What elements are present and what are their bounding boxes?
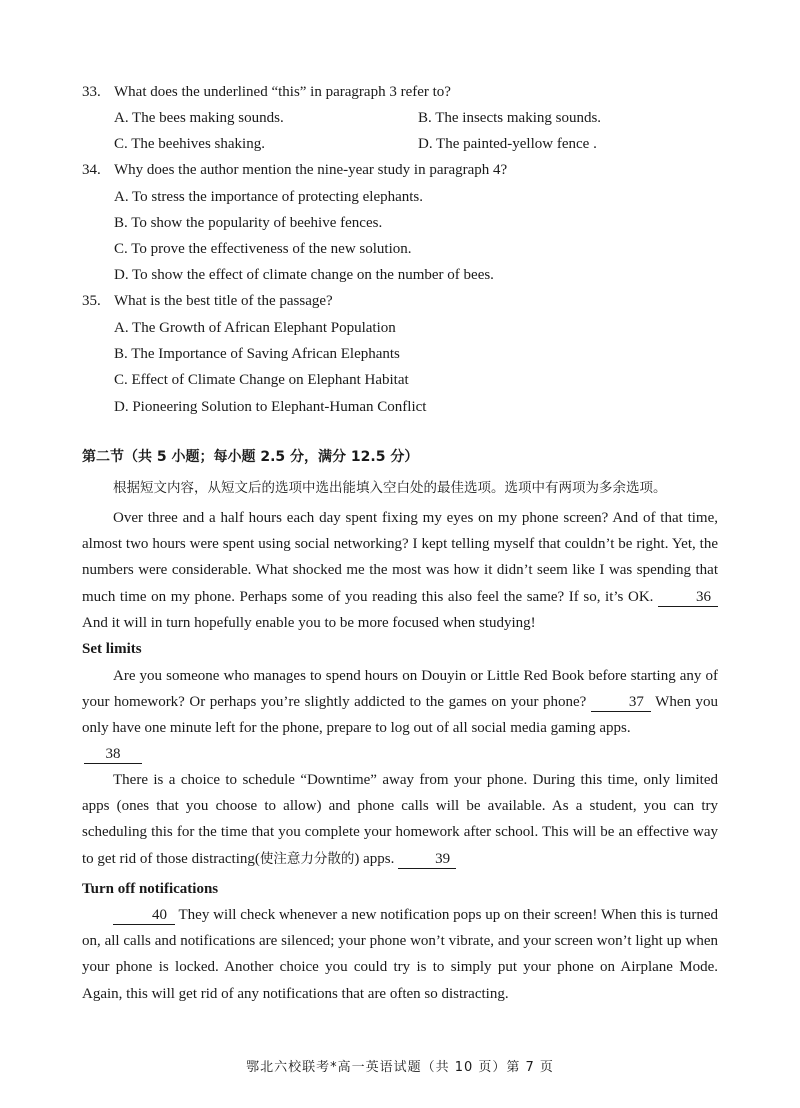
heading-set-limits: Set limits [82, 641, 142, 657]
option-34-b: B. To show the popularity of beehive fences. [114, 215, 383, 231]
question-number: 35. [82, 293, 101, 309]
blank-40: 40 [113, 906, 175, 925]
question-stem: Why does the author mention the nine-year study in paragraph 4? [114, 162, 508, 178]
option-34-d: D. To show the effect of climate change on the number of bees. [114, 267, 494, 283]
section-title: 第二节（共 5 小题；每小题 2.5 分，满分 12.5 分） [82, 449, 419, 465]
question-number: 34. [82, 162, 101, 178]
chinese-gloss: 使注意力分散的 [259, 850, 355, 867]
passage-paragraph-1 [82, 505, 718, 636]
question-stem: What is the best title of the passage? [114, 293, 333, 309]
blank-39: 39 [398, 850, 456, 869]
paragraph-text: And it will in turn hopefully enable you to be more focused when studying! [82, 614, 536, 631]
page-footer: 鄂北六校联考*高一英语试题（共 10 页）第 7 页 [246, 1060, 554, 1075]
passage-paragraph-2 [82, 663, 718, 742]
passage-paragraph-3 [82, 767, 718, 872]
question-stem: What does the underlined “this” in paragraph 3 refer to? [114, 84, 451, 100]
paragraph-text: They will check whenever a new notification pops up on their screen! When this is turned on, all calls and notifications are silenced; your phone won’t vibrate, and your screen won’t light up when your phone is locked. Another choice you could try is to simply put your phone on Airplane Mode. Again, this will get rid of any notifications that are often so distracting. [82, 907, 718, 1002]
blank-36: 36 [658, 588, 718, 607]
passage-paragraph-4 [82, 902, 718, 1007]
question-35 [82, 291, 722, 311]
option-35-a: A. The Growth of African Elephant Population [114, 320, 396, 336]
option-33-d: D. The painted-yellow fence . [418, 136, 597, 152]
paragraph-text: Over three and a half hours each day spent fixing my eyes on my phone screen? And of that time, almost two hours were spent using social networking? I kept telling myself that couldn’t be right. Yet, the numbers were considerable. What shocked me the most was how it didn’t seem like I was spending that much time on my phone. Perhaps some of you reading this also feel the same? If so, it’s OK. [82, 510, 718, 605]
option-34-a: A. To stress the importance of protecting elephants. [114, 189, 424, 205]
paragraph-text: When you only have one minute left for the phone, prepare to log out of all social media gaming apps. [82, 694, 719, 737]
option-33-b: B. The insects making sounds. [418, 110, 602, 126]
paragraph-text: There is a choice to schedule “Downtime” away from your phone. During this time, only limited apps (ones that you choose to allow) and phone calls will be available. As a student, you can try scheduling this for the time that you complete your homework after school. This will be an effective way to get rid of those distracting( [82, 772, 718, 867]
heading-turn-off-notifications: Turn off notifications [82, 881, 219, 897]
paragraph-text: Are you someone who manages to spend hours on Douyin or Little Red Book before starting any of your homework? Or perhaps you’re slightly addicted to the games on your phone? [82, 668, 718, 711]
option-35-c: C. Effect of Climate Change on Elephant Habitat [114, 372, 409, 388]
question-34 [82, 160, 722, 180]
section-instruction: 根据短文内容，从短文后的选项中选出能填入空白处的最佳选项。选项中有两项为多余选项。 [113, 480, 667, 496]
question-number: 33. [82, 84, 101, 100]
blank-38: 38 [84, 745, 142, 764]
option-34-c: C. To prove the effectiveness of the new solution. [114, 241, 412, 257]
option-33-a: A. The bees making sounds. [114, 110, 284, 126]
option-35-b: B. The Importance of Saving African Elephants [114, 346, 400, 362]
option-33-c: C. The beehives shaking. [114, 136, 265, 152]
paragraph-text: ) apps. [354, 850, 395, 867]
question-33 [82, 82, 722, 102]
blank-38-line [84, 744, 142, 764]
blank-37: 37 [591, 693, 651, 712]
option-35-d: D. Pioneering Solution to Elephant-Human Conflict [114, 399, 427, 415]
